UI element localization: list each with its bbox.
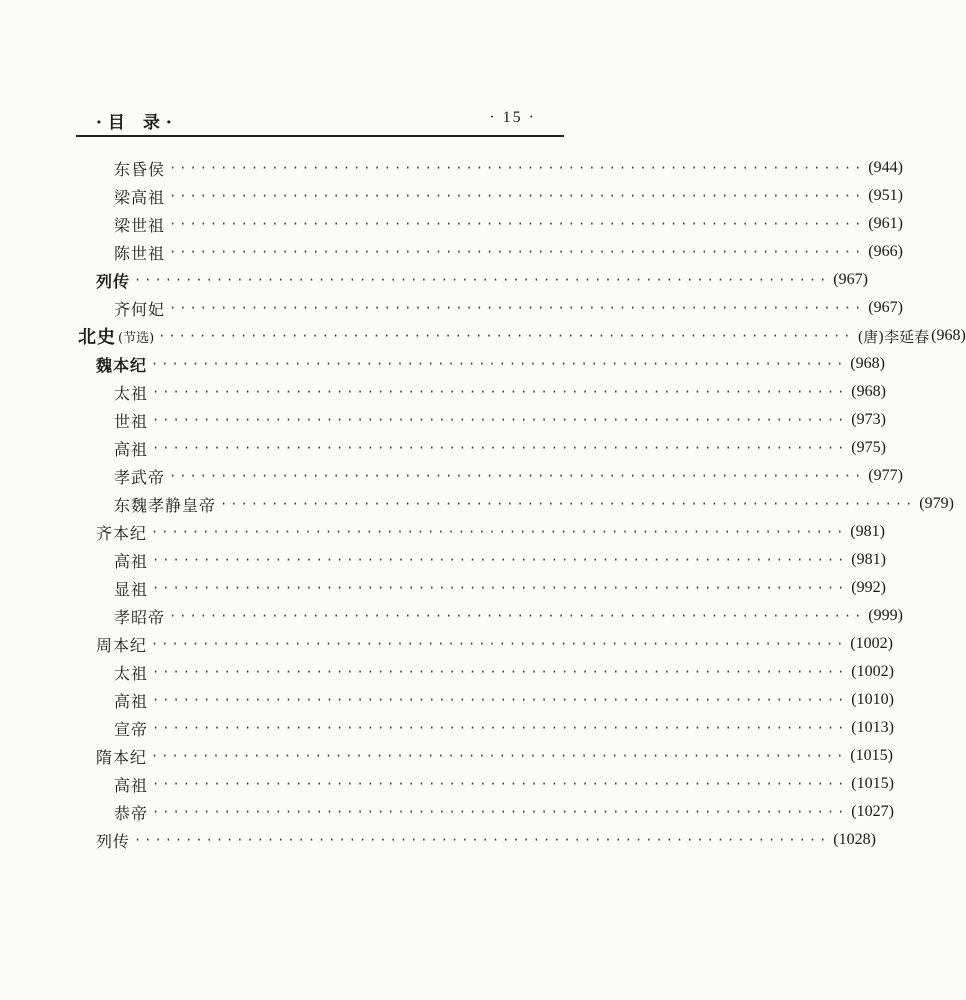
entry-page: (1028) <box>833 831 876 848</box>
toc-entry <box>96 630 893 658</box>
entry-page: (1002) <box>851 663 894 680</box>
entry-title: 孝昭帝 <box>114 607 166 627</box>
entry-title: 北史 <box>78 327 116 348</box>
entry-author: (唐)李延春 <box>857 327 930 346</box>
toc-entry <box>96 266 868 294</box>
toc-entry <box>114 294 903 322</box>
leader-dots: ···································································· <box>152 721 848 735</box>
entry-title: 梁世祖 <box>114 215 166 235</box>
entry-page: (967) <box>868 299 903 316</box>
leader-dots: ···································································· <box>169 161 865 175</box>
entry-page: (981) <box>851 551 886 568</box>
entry-title: 梁高祖 <box>114 187 166 207</box>
entry-title: 高祖 <box>114 439 149 459</box>
entry-title: 周本纪 <box>96 635 148 655</box>
toc-entry <box>114 770 894 798</box>
toc-entry <box>114 378 886 406</box>
toc-entry-book <box>78 322 966 350</box>
page-header <box>76 104 564 132</box>
toc-entry <box>114 182 903 210</box>
entry-title: 列传 <box>96 831 131 851</box>
entry-title: 宣帝 <box>114 719 149 739</box>
toc-entry <box>114 602 903 630</box>
leader-dots: ···································································· <box>169 245 865 259</box>
toc-entry <box>114 686 894 714</box>
entry-page: (961) <box>868 215 903 232</box>
toc-entry <box>114 462 903 490</box>
entry-title: 齐本纪 <box>96 523 148 543</box>
entry-title: 孝武帝 <box>114 467 166 487</box>
section-title: ·目 录· <box>96 113 178 133</box>
leader-dots: ···································································· <box>152 665 848 679</box>
toc-entry <box>114 658 894 686</box>
leader-dots: ···································································· <box>134 273 830 287</box>
entry-page: (973) <box>851 411 886 428</box>
toc-entry <box>96 518 885 546</box>
leader-dots: ···································································· <box>152 777 848 791</box>
toc-entry <box>114 434 886 462</box>
entry-title: 齐何妃 <box>114 299 166 319</box>
leader-dots: ···································································· <box>152 413 848 427</box>
leader-dots: ···································································· <box>169 217 865 231</box>
entry-page: (944) <box>868 159 903 176</box>
entry-title: 高祖 <box>114 691 149 711</box>
entry-title: 高祖 <box>114 551 149 571</box>
entry-title: 隋本纪 <box>96 747 148 767</box>
entry-title: 高祖 <box>114 775 149 795</box>
leader-dots: ···································································· <box>152 581 848 595</box>
toc-entry <box>96 742 893 770</box>
leader-dots: ···································································· <box>151 525 847 539</box>
toc-entry <box>114 406 886 434</box>
leader-dots: ···································································· <box>151 637 847 651</box>
toc-entry <box>96 350 885 378</box>
leader-dots: ···································································· <box>152 805 848 819</box>
leader-dots: ···································································· <box>151 357 847 371</box>
entry-page: (992) <box>851 579 886 596</box>
toc-entry <box>114 546 886 574</box>
toc-entry <box>96 826 876 854</box>
entry-page: (968) <box>851 383 886 400</box>
entry-page: (968) <box>931 327 966 344</box>
entry-title: 魏本纪 <box>96 355 148 375</box>
entry-page: (1002) <box>850 635 893 652</box>
toc-entry <box>114 574 886 602</box>
entry-title: 陈世祖 <box>114 243 166 263</box>
leader-dots: ···································································· <box>169 469 865 483</box>
toc-entry <box>114 154 903 182</box>
entry-title: 显祖 <box>114 579 149 599</box>
leader-dots: ···································································· <box>220 497 916 511</box>
entry-note: (节选) <box>118 330 155 346</box>
header-divider <box>76 135 564 137</box>
entry-page: (975) <box>851 439 886 456</box>
toc-entry <box>114 490 954 518</box>
entry-page: (966) <box>868 243 903 260</box>
entry-page: (1027) <box>851 803 894 820</box>
leader-dots: ···································································· <box>134 833 830 847</box>
entry-title: 太祖 <box>114 383 149 403</box>
entry-title: 列传 <box>96 271 131 291</box>
toc-entry <box>114 714 894 742</box>
entry-page: (999) <box>868 607 903 624</box>
entry-title: 东昏侯 <box>114 159 166 179</box>
leader-dots: ···································································· <box>158 329 854 343</box>
entry-page: (1010) <box>851 691 894 708</box>
entry-page: (977) <box>868 467 903 484</box>
entry-page: (951) <box>868 187 903 204</box>
leader-dots: ···································································· <box>169 301 865 315</box>
leader-dots: ···································································· <box>169 189 865 203</box>
leader-dots: ···································································· <box>152 693 848 707</box>
leader-dots: ···································································· <box>151 749 847 763</box>
toc-entry <box>114 238 903 266</box>
entry-page: (967) <box>833 271 868 288</box>
entry-page: (979) <box>919 495 954 512</box>
leader-dots: ···································································· <box>169 609 865 623</box>
toc-entry <box>114 798 894 826</box>
entry-title: 恭帝 <box>114 803 149 823</box>
leader-dots: ···································································· <box>152 441 848 455</box>
entry-page: (1013) <box>851 719 894 736</box>
entry-page: (1015) <box>851 775 894 792</box>
entry-page: (968) <box>850 355 885 372</box>
entry-page: (981) <box>850 523 885 540</box>
entry-title: 太祖 <box>114 663 149 683</box>
entry-page: (1015) <box>850 747 893 764</box>
leader-dots: ···································································· <box>152 553 848 567</box>
entry-title: 东魏孝静皇帝 <box>114 495 217 515</box>
page-number: · 15 · <box>489 109 536 126</box>
toc-entry <box>114 210 903 238</box>
leader-dots: ···································································· <box>152 385 848 399</box>
entry-title: 世祖 <box>114 411 149 431</box>
